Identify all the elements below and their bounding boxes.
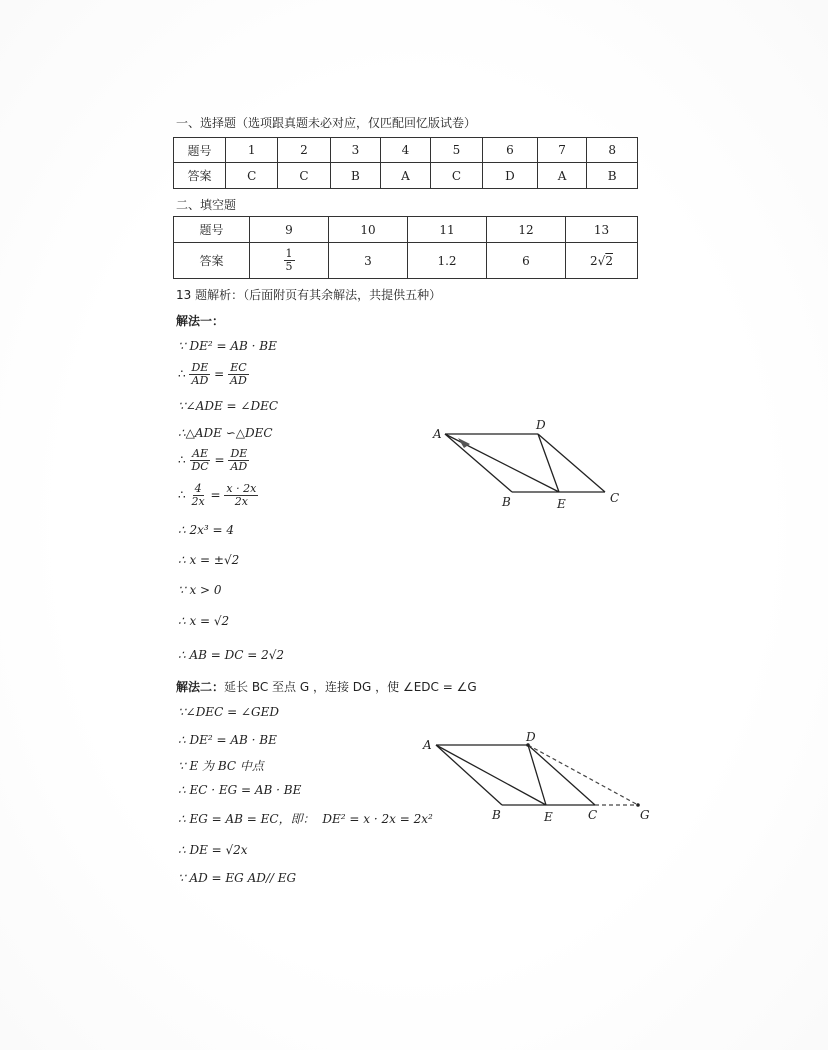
label-E: E [544,810,553,824]
a-cell: 1.2 [408,243,487,279]
fill-answer-row [174,243,638,279]
q-cell: 12 [487,217,566,243]
m2-step5 [178,810,433,827]
q-cell: 8 [587,138,638,163]
m1-step4: ∴△ADE ∽△DEC [178,426,273,440]
fraction [284,248,295,273]
denominator: DC [191,460,209,473]
radical-sign: √ [597,253,606,268]
m1-step1: ∵ DE² = AB · BE [178,339,277,353]
a-cell: 3 [329,243,408,279]
q-cell: 11 [408,217,487,243]
denominator: AD [191,374,209,387]
a-cell: B [587,163,638,189]
row-label-q: 题号 [174,217,250,243]
a-cell-fraction [250,243,329,279]
equals-sign: = [214,453,225,467]
label-B: B [502,495,511,509]
row-label-a: 答案 [174,243,250,279]
row-label-a: 答案 [174,163,226,189]
segment-AE [436,745,546,805]
a-cell-radical [566,243,638,279]
numerator: 1 [285,247,293,260]
m2-step3: ∵ E 为 BC 中点 [178,759,264,773]
method1-title: 解法一： [176,314,225,328]
m2-step5-b: DE² = x · 2x = 2x² [322,812,433,826]
a-cell: B [330,163,380,189]
method2-title-rest: 延长 BC 至点 G ，连接 DG ，使 ∠EDC = ∠G [224,680,477,694]
therefore-sign: ∴ [178,488,186,502]
m1-step6 [178,483,258,508]
method2-heading [176,678,477,695]
numerator: DE [191,361,209,374]
m1-step3: ∵∠ADE = ∠DEC [178,399,279,413]
q13-intro: 13 题解析：（后面附页有其余解法，共提供五种） [176,288,442,302]
equals-sign: = [210,488,221,502]
m1-step9: ∵ x > 0 [178,583,222,597]
m1-step2 [178,362,249,387]
radicand: 2 [605,253,613,268]
a-cell: C [278,163,330,189]
a-cell: A [381,163,431,189]
a-cell: C [430,163,482,189]
q-cell: 4 [381,138,431,163]
numerator: EC [230,361,247,374]
label-C: C [588,808,598,822]
m2-step2: ∴ DE² = AB · BE [178,733,277,747]
m2-step5-a: ∴ EG = AB = EC，即： [178,812,315,826]
numerator: DE [230,447,248,460]
m2-step7: ∵ AD = EG AD// EG [178,871,297,885]
a-cell: D [483,163,538,189]
label-C: C [610,491,620,505]
q-cell: 9 [250,217,329,243]
therefore-sign: ∴ [178,453,186,467]
m1-step11: ∴ AB = DC = 2√2 [178,648,285,662]
numerator: AE [192,447,209,460]
radical-coefficient: 2 [590,253,598,268]
figure1-parallelogram [420,412,630,512]
q-cell: 2 [278,138,330,163]
numerator: x · 2x [226,482,257,495]
edge-DC [528,745,595,805]
label-D: D [526,730,536,744]
denominator: AD [230,374,247,387]
a-cell: C [226,163,278,189]
section2-title: 二、填空题 [176,198,237,212]
fill-question-row [174,217,638,243]
label-B: B [492,808,501,822]
method2-title: 解法二： [176,680,225,694]
a-cell: 6 [487,243,566,279]
m1-step5 [178,448,249,473]
m1-step10: ∴ x = √2 [178,614,230,628]
denominator: 2x [234,495,248,508]
figure2-parallelogram [410,727,660,827]
q-cell: 10 [329,217,408,243]
q-cell: 6 [483,138,538,163]
numerator: 4 [194,482,202,495]
label-E: E [557,497,566,511]
q-cell: 5 [430,138,482,163]
row-label-q: 题号 [174,138,226,163]
denominator: 2x [191,495,205,508]
q-cell: 13 [566,217,638,243]
fill-answer-table [173,216,638,279]
q-cell: 3 [330,138,380,163]
label-A: A [423,738,432,752]
choice-answer-row [174,163,638,189]
denominator: AD [230,460,248,473]
m1-step7: ∴ 2x³ = 4 [178,523,234,537]
m2-step4: ∴ EC · EG = AB · BE [178,783,302,797]
q-cell: 1 [226,138,278,163]
choice-answer-table [173,137,638,189]
segment-DG [528,745,638,805]
q-cell: 7 [537,138,587,163]
m1-step8: ∴ x = ±√2 [178,553,240,567]
m2-step6: ∴ DE = √2x [178,843,248,857]
a-cell: A [537,163,587,189]
section1-title: 一、选择题（选项跟真题未必对应，仅匹配回忆版试卷） [176,116,477,130]
equals-sign: = [214,367,225,381]
choice-question-row [174,138,638,163]
point-G [636,803,640,807]
denominator: 5 [285,260,293,273]
therefore-sign: ∴ [178,367,186,381]
label-G: G [640,808,650,822]
label-A: A [433,427,442,441]
label-D: D [536,418,546,432]
m2-step1: ∵∠DEC = ∠GED [178,705,279,719]
